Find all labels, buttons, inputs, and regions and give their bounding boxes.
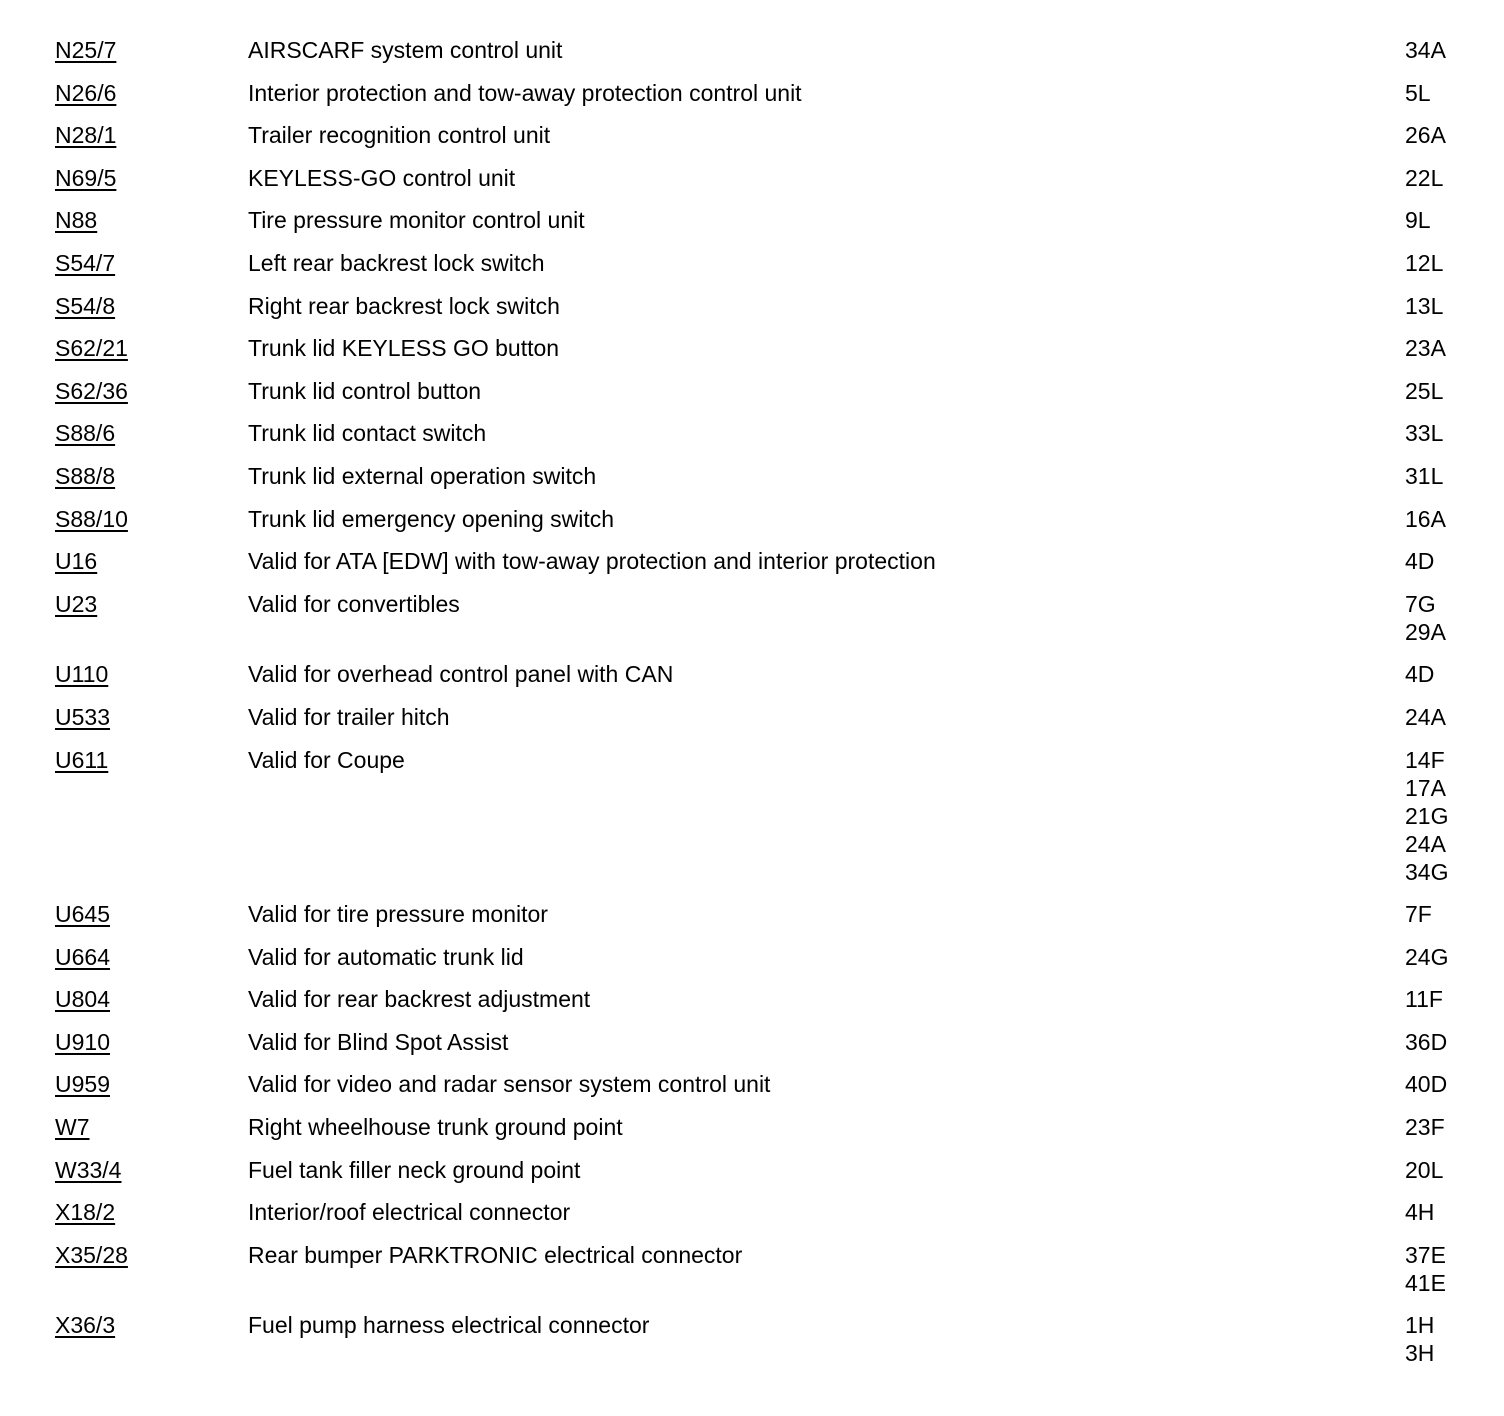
grid-location-list <box>1405 943 1475 971</box>
grid-location: 7F <box>1405 901 1432 928</box>
legend-row <box>55 703 1475 746</box>
grid-location: 9L <box>1405 207 1431 234</box>
component-description: Valid for tire pressure monitor <box>248 901 548 928</box>
component-code-link[interactable]: S62/36 <box>55 377 128 404</box>
grid-location: 17A <box>1405 774 1446 801</box>
component-code-link[interactable]: U533 <box>55 703 110 730</box>
legend-row <box>55 462 1475 505</box>
component-code-link[interactable]: W33/4 <box>55 1156 122 1183</box>
grid-location-list <box>1405 985 1475 1013</box>
grid-location-list <box>1405 121 1475 149</box>
component-description: Trunk lid external operation switch <box>248 462 597 489</box>
component-description: Valid for Coupe <box>248 746 405 773</box>
component-code-link[interactable]: X35/28 <box>55 1241 128 1268</box>
grid-location-list <box>1405 505 1475 533</box>
legend-row <box>55 36 1475 79</box>
grid-location: 21G <box>1405 802 1449 829</box>
grid-location-list <box>1405 79 1475 107</box>
component-code-link[interactable]: U664 <box>55 943 110 970</box>
grid-location: 20L <box>1405 1156 1444 1183</box>
component-code-link[interactable]: N26/6 <box>55 79 117 106</box>
grid-location-list <box>1405 703 1475 731</box>
grid-location: 34A <box>1405 37 1446 63</box>
component-code-link[interactable]: S88/8 <box>55 462 116 489</box>
component-code-link[interactable]: N25/7 <box>55 37 117 63</box>
legend-row <box>55 1311 1475 1382</box>
grid-location: 5L <box>1405 79 1431 106</box>
component-code-link[interactable]: U804 <box>55 986 110 1013</box>
grid-location: 40D <box>1405 1071 1448 1098</box>
grid-location-list <box>1405 377 1475 405</box>
component-description: Valid for video and radar sensor system control unit <box>248 1071 771 1098</box>
grid-location: 36D <box>1405 1028 1448 1055</box>
component-description: Valid for overhead control panel with CAN <box>248 661 674 688</box>
component-description: AIRSCARF system control unit <box>248 37 563 63</box>
component-code-link[interactable]: S88/6 <box>55 420 116 447</box>
component-description: Valid for Blind Spot Assist <box>248 1028 509 1055</box>
grid-location: 13L <box>1405 292 1444 319</box>
grid-location-list <box>1405 1156 1475 1184</box>
legend-row <box>55 164 1475 207</box>
component-description: Trunk lid KEYLESS GO button <box>248 335 560 362</box>
grid-location: 4D <box>1405 548 1435 575</box>
component-description: Left rear backrest lock switch <box>248 249 545 276</box>
component-code-link[interactable]: S88/10 <box>55 505 128 532</box>
grid-location-list <box>1405 292 1475 320</box>
grid-location-list <box>1405 660 1475 688</box>
legend-row <box>55 746 1475 901</box>
grid-location: 31L <box>1405 462 1444 489</box>
grid-location-list <box>1405 1241 1475 1297</box>
grid-location: 24A <box>1405 703 1446 730</box>
legend-row <box>55 334 1475 377</box>
component-code-link[interactable]: U110 <box>55 661 109 688</box>
component-description: Rear bumper PARKTRONIC electrical connector <box>248 1241 743 1268</box>
legend-row <box>55 590 1475 661</box>
component-code-link[interactable]: S54/8 <box>55 292 116 319</box>
legend-row <box>55 985 1475 1028</box>
grid-location: 41E <box>1405 1269 1446 1296</box>
legend-row <box>55 1198 1475 1241</box>
grid-location-list <box>1405 334 1475 362</box>
legend-row <box>55 547 1475 590</box>
grid-location: 14F <box>1405 746 1445 773</box>
legend-row <box>55 1070 1475 1113</box>
grid-location: 26A <box>1405 122 1446 149</box>
grid-location: 33L <box>1405 420 1444 447</box>
component-legend-list <box>55 36 1475 1382</box>
grid-location-list <box>1405 1311 1475 1367</box>
component-code-link[interactable]: S62/21 <box>55 335 128 362</box>
grid-location: 24G <box>1405 943 1449 970</box>
component-code-link[interactable]: U16 <box>55 548 98 575</box>
component-description: Right wheelhouse trunk ground point <box>248 1114 623 1141</box>
legend-row <box>55 249 1475 292</box>
component-description: Fuel tank filler neck ground point <box>248 1156 581 1183</box>
grid-location: 29A <box>1405 618 1446 645</box>
grid-location: 25L <box>1405 377 1444 404</box>
legend-row <box>55 377 1475 420</box>
component-description: Trunk lid emergency opening switch <box>248 505 615 532</box>
legend-row <box>55 505 1475 548</box>
grid-location: 23F <box>1405 1114 1445 1141</box>
component-code-link[interactable]: N88 <box>55 207 98 234</box>
component-description: Trunk lid control button <box>248 377 482 404</box>
grid-location: 4D <box>1405 661 1435 688</box>
component-description: Right rear backrest lock switch <box>248 292 560 319</box>
component-description: Valid for rear backrest adjustment <box>248 986 591 1013</box>
component-code-link[interactable]: W7 <box>55 1114 90 1141</box>
legend-row <box>55 660 1475 703</box>
grid-location-list <box>1405 1070 1475 1098</box>
grid-location: 7G <box>1405 590 1436 617</box>
legend-row <box>55 79 1475 122</box>
grid-location-list <box>1405 547 1475 575</box>
legend-row <box>55 206 1475 249</box>
component-description: Fuel pump harness electrical connector <box>248 1312 650 1339</box>
grid-location-list <box>1405 419 1475 447</box>
component-description: Valid for ATA [EDW] with tow-away protection and interior protection <box>248 548 936 575</box>
component-description: KEYLESS-GO control unit <box>248 164 516 191</box>
component-code-link[interactable]: N69/5 <box>55 164 117 191</box>
grid-location: 1H <box>1405 1312 1435 1339</box>
grid-location-list <box>1405 1113 1475 1141</box>
grid-location: 16A <box>1405 505 1446 532</box>
grid-location-list <box>1405 590 1475 646</box>
component-description: Tire pressure monitor control unit <box>248 207 585 234</box>
grid-location-list <box>1405 1028 1475 1056</box>
component-code-link[interactable]: N28/1 <box>55 122 117 149</box>
grid-location: 3H <box>1405 1340 1435 1367</box>
component-code-link[interactable]: U611 <box>55 746 109 773</box>
grid-location-list <box>1405 462 1475 490</box>
legend-row <box>55 1241 1475 1312</box>
component-description: Valid for convertibles <box>248 590 460 617</box>
grid-location: 12L <box>1405 249 1444 276</box>
legend-row <box>55 1113 1475 1156</box>
grid-location: 37E <box>1405 1241 1446 1268</box>
component-code-link[interactable]: U645 <box>55 901 110 928</box>
legend-row <box>55 292 1475 335</box>
component-description: Valid for trailer hitch <box>248 703 450 730</box>
legend-row <box>55 900 1475 943</box>
grid-location: 23A <box>1405 335 1446 362</box>
grid-location-list <box>1405 1198 1475 1226</box>
grid-location: 11F <box>1405 986 1443 1013</box>
component-description: Trailer recognition control unit <box>248 122 551 149</box>
component-description: Interior/roof electrical connector <box>248 1199 571 1226</box>
component-code-link[interactable]: X36/3 <box>55 1312 116 1339</box>
grid-location-list <box>1405 164 1475 192</box>
grid-location-list <box>1405 206 1475 234</box>
component-description: Valid for automatic trunk lid <box>248 943 524 970</box>
component-code-link[interactable]: U23 <box>55 590 98 617</box>
grid-location-list <box>1405 249 1475 277</box>
legend-row <box>55 943 1475 986</box>
grid-location: 24A <box>1405 830 1446 857</box>
grid-location-list <box>1405 36 1475 64</box>
grid-location-list <box>1405 746 1475 886</box>
component-description: Trunk lid contact switch <box>248 420 487 447</box>
legend-row <box>55 121 1475 164</box>
legend-row <box>55 1156 1475 1199</box>
component-code-link[interactable]: U959 <box>55 1071 110 1098</box>
legend-row <box>55 1028 1475 1071</box>
grid-location: 22L <box>1405 164 1444 191</box>
grid-location-list <box>1405 900 1475 928</box>
legend-row <box>55 419 1475 462</box>
component-code-link[interactable]: X18/2 <box>55 1199 116 1226</box>
grid-location: 4H <box>1405 1199 1435 1226</box>
component-code-link[interactable]: S54/7 <box>55 249 116 276</box>
grid-location: 34G <box>1405 858 1449 885</box>
component-description: Interior protection and tow-away protection control unit <box>248 79 802 106</box>
component-code-link[interactable]: U910 <box>55 1028 110 1055</box>
